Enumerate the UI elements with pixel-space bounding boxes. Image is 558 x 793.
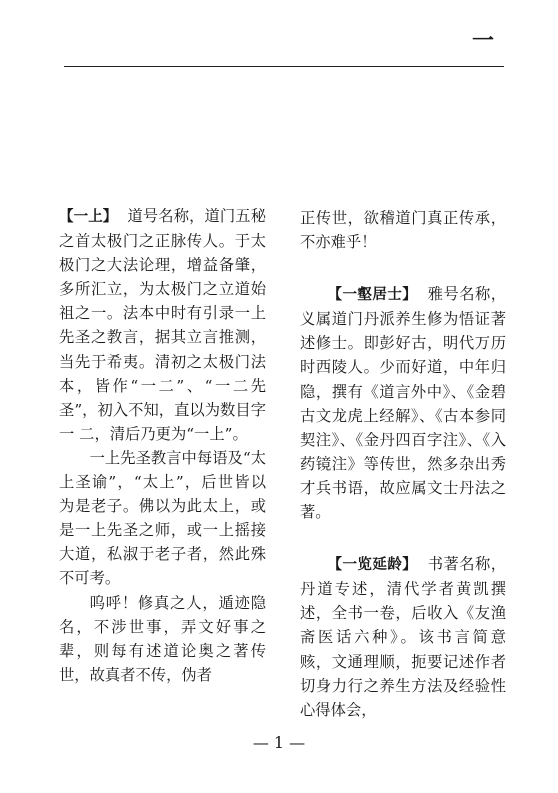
entry-paragraph <box>300 552 506 722</box>
entry-paragraph <box>59 204 266 446</box>
entry-spacer <box>300 524 506 552</box>
entry-paragraph <box>300 282 506 524</box>
page-number: — 1 — <box>252 733 306 752</box>
entry-term: 【一上】 <box>59 209 118 225</box>
entry-yishang <box>59 204 266 446</box>
body-paragraph: 一上先圣教言中每语及“太上圣谕”，“太上”，后世皆以为是老子。佛以为此太上，或是一上先圣之师，或一上摇接大道，私淑于老子者，然此殊不可考。 <box>59 448 266 588</box>
header-rule <box>64 66 504 67</box>
entry-body-text: 道号名称，道门五秘之首太极门之正脉传人。于太极门之大法论理，增益备肇，多所汇立，为太极门之立道始祖之一。法本中时有引录一上先圣之教言，据其立言推测，当先于希夷。清初之太极门法本，皆作“一二”、“一二先圣”，初入不知，直以为数目字一 二，清后乃更为“一上”。 <box>59 207 266 443</box>
entry-yijian <box>300 282 506 524</box>
body-paragraph: 呜呼！修真之人，遁迹隐名，不涉世事，弄文好事之辈，则每有述道论奥之著传世，故真者不传，伪者 <box>59 593 266 684</box>
entry-yilan <box>300 552 506 722</box>
left-column <box>59 204 266 687</box>
entry-spacer <box>300 254 506 282</box>
running-header-mark: 一 <box>472 28 495 54</box>
entry-body-text: 雅号名称，义属道门丹派养生修为悟证著述修士。即彭好古，明代万历时西陵人。少而好道，中年归隐，撰有《道言外中》、《金碧古文龙虎上经解》、《古本参同契注》、《金丹四百字注》、《入药镜注》等传世，然多杂出秀才兵书语，故应属文士丹法之著。 <box>300 285 506 522</box>
entry-term: 【一览延龄】 <box>327 557 418 574</box>
continued-paragraph: 正传世，欲稽道门真正传承，不亦难乎！ <box>300 209 506 252</box>
entry-term: 【一壑居士】 <box>327 287 418 304</box>
entry-body-text: 书著名称，丹道专述，清代学者黄凯撰述，全书一卷，后收入《友渔斋医话六种》。该书言简意赅，文通理顺，扼要记述作者切身力行之养生方法及经验性心得体会， <box>300 555 506 719</box>
right-column <box>300 206 506 722</box>
